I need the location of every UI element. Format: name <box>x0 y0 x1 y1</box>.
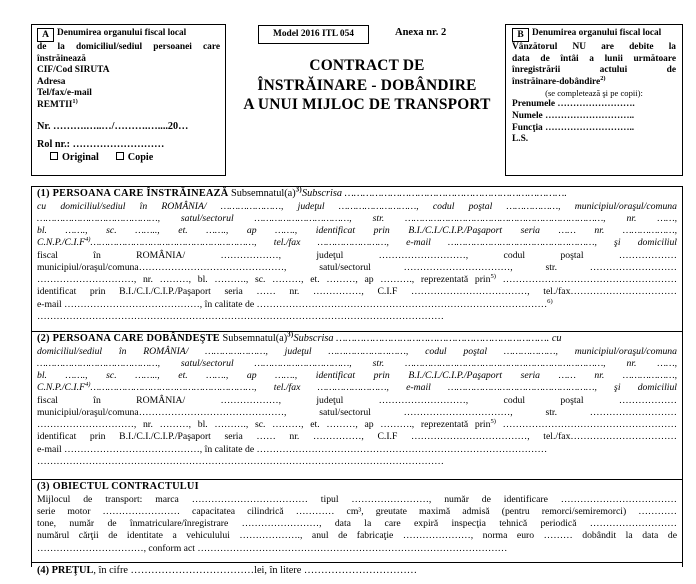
section-1-subsemnatul: Subsemnatul(a) <box>228 188 296 199</box>
section-2-line-5[interactable]: fiscal în ROMÂNIA/ ………………, judeţul ………………………, codul poştal ……………… <box>37 394 677 406</box>
section-2-subsemnatul: Subsemnatul(a) <box>219 333 288 344</box>
box-b-title-row <box>512 28 676 42</box>
box-b-note: (se completează şi pe copii): <box>545 88 643 99</box>
section-1-subscrisa-field[interactable]: Subscrisa ………………………………………………………………. <box>301 188 567 199</box>
section-3-line-4[interactable]: numărul cărţii de identitate a vehiculului ………………., anul de fabricaţie …………………, norma euro ……… dobândit la data de <box>37 530 677 542</box>
section-2-line-7-a: …………………………, nr. ………, bl. ………., sc. ………, et. ………, ap ………., reprezentată prin <box>37 419 491 431</box>
box-b-line4: înregistrării actului de <box>512 65 676 76</box>
section-1-line-9-a: e-mail ……………………………………, în calitate de ……………………………………………………………………………… <box>37 298 548 310</box>
section-1-cnp-label: C.N.P./C.I.F <box>37 237 85 249</box>
section-2-line-4[interactable] <box>37 382 677 394</box>
title-line-3: A UNUI MIJLOC DE TRANSPORT <box>243 96 491 113</box>
box-b-prenumele-field[interactable]: Prenumele ……………………. <box>512 99 635 110</box>
checkbox-original-label: Original <box>62 151 99 163</box>
section-2-cnp-label: C.N.P./C.I.F <box>37 382 85 394</box>
box-a-line5: Adresa <box>37 76 66 87</box>
section-3-line-2[interactable]: serie motor …………………… capacitatea cilindrică ………… cm³, greutate maximă admisă (pentru remorci/semiremorci) ………… <box>37 505 677 517</box>
section-4-litere-field: lei, în litere …………………………… <box>254 565 418 576</box>
box-b-stamp-label: L.S. <box>512 134 529 145</box>
fiscal-authority-box-b <box>505 24 683 176</box>
section-1-line-9[interactable] <box>37 299 677 311</box>
section-2-line-8[interactable]: identificat prin B.I./C.I./C.I.P./Paşaport seria …… nr. ……………, C.I.F ………………………………, tel./fax…………………………… <box>37 431 677 443</box>
section-2-footnote: 3) <box>287 330 294 339</box>
box-a-line2: de la domiciliul/sediul persoanei care <box>37 42 220 52</box>
section-price <box>32 563 682 584</box>
section-3-title: (3) OBIECTUL CONTRACTULUI <box>37 481 199 492</box>
checkbox-original[interactable] <box>50 152 58 160</box>
section-buyer <box>32 332 682 480</box>
checkbox-copie-label: Copie <box>127 151 154 163</box>
document-header <box>0 0 696 182</box>
section-2-line-10[interactable]: ……………………………………………………………………………………………………………… <box>37 455 444 467</box>
box-b-numele-field[interactable]: Numele ……………………….. <box>512 110 635 121</box>
box-b-title: Denumirea organului fiscal local <box>532 28 662 38</box>
section-3-line-5[interactable]: ……………………………, conform act …………………………………………………………………………………… <box>37 542 508 554</box>
section-1-repr-footnote: 5) <box>490 272 496 280</box>
section-2-line-7-b: ……………………………………………… <box>495 419 678 431</box>
box-a-title: Denumirea organului fiscal local <box>57 28 187 38</box>
box-a-line6: Tel/fax/e-mail <box>37 88 92 99</box>
fiscal-authority-box-a <box>31 24 226 176</box>
annex-number: Anexa nr. 2 <box>395 27 447 38</box>
box-a-remtii-footnote: 1) <box>72 97 78 105</box>
title-line-1: CONTRACT DE <box>309 57 425 74</box>
section-2-line-1[interactable]: domiciliul/sediul în ROMÂNIA/ …………………, judeţul ………………………, codul poştal ………………, municipiul/oraşul/comuna <box>37 345 677 357</box>
section-1-line-1[interactable]: cu domiciliul/sediul în ROMÂNIA/ …………………, judeţul ………………………, codul poştal ………………, municipiul/oraşul/comuna <box>37 200 677 212</box>
section-1-calitate-footnote: 6) <box>547 297 553 305</box>
section-2-repr-footnote: 5) <box>490 417 496 425</box>
section-2-subscrisa-field[interactable]: Subscrisa ……………………………………………………………. cu <box>293 333 562 344</box>
section-1-line-7-a: …………………………, nr. ………, bl. ………., sc. ………, et. ………, ap ………., reprezentată prin <box>37 274 491 286</box>
section-2-line-3[interactable]: bl. ……., sc. …….., et. ……., ap ……., identificat prin B.I./C.I./C.I.P./Paşaport seria …… nr. ………………, <box>37 370 677 382</box>
box-b-functia-field[interactable]: Funcţia ……………………….. <box>512 122 635 133</box>
section-1-cnp-footnote: 4) <box>85 236 91 244</box>
section-2-line-4-rest: …………………………………………………, tel./fax ……………………, e-mail ……………………………………………, şi domiciliul <box>90 382 677 394</box>
box-b-line3: data de întâi a lunii următoare <box>512 53 676 64</box>
box-a-remtii-label: REMTII <box>37 99 73 110</box>
section-contract-object <box>32 480 682 563</box>
section-2-title <box>37 330 677 346</box>
section-1-line-7[interactable] <box>37 274 677 286</box>
box-a-line7 <box>37 97 220 112</box>
section-1-line-5[interactable]: fiscal în ROMÂNIA/ ………………, judeţul ………………………, codul poştal ……………… <box>37 249 677 261</box>
contract-body-frame <box>31 185 683 576</box>
section-1-line-4-rest: …………………………………………………, tel./fax ……………………, e-mail ……………………………………………, şi domiciliul <box>90 237 677 249</box>
model-number-box: Model 2016 ITL 054 <box>258 25 369 44</box>
section-2-line-2[interactable]: ……………………………………, satul/sectorul ……………………………, str. ……………………………………………………………, nr. ……, <box>37 357 677 369</box>
box-a-letter: A <box>37 28 54 42</box>
section-2-heading: (2) PERSOANA CARE DOBÂNDEŞTE <box>37 333 220 344</box>
box-a-rol-field[interactable]: Rol nr.: ……………………… <box>37 138 165 150</box>
box-b-line5-label: înstrăinare-dobândire <box>512 76 601 87</box>
box-b-line5 <box>512 74 676 89</box>
section-3-line-3[interactable]: tone, număr de înmatriculare/înregistrare ……………………, data la care expiră inspecţia tehnică periodică ……………………… <box>37 518 677 530</box>
section-1-footnote: 3) <box>295 185 302 194</box>
section-3-line-1[interactable]: Mijlocul de transport: marca ……………………………… tipul ……………………, număr de identificare ……………………………… <box>37 493 677 505</box>
section-1-line-6[interactable]: municipiul/oraşul/comuna………………………………………, satul/sectorul ……………………………, str. ……………………… <box>37 261 677 273</box>
section-2-line-7[interactable] <box>37 419 677 431</box>
section-4-cifre-field: , în cifre ……………………………… <box>93 565 255 576</box>
section-1-line-8[interactable]: identificat prin B.I./C.I./C.I.P./Paşaport seria …… nr. ……………, C.I.F ………………………………, tel./fax…………………………… <box>37 286 677 298</box>
section-1-line-2[interactable]: ……………………………………, satul/sectorul ……………………………, str. ……………………………………………………………, nr. ……, <box>37 212 677 224</box>
box-b-footnote: 2) <box>600 74 606 82</box>
section-2-cnp-footnote: 4) <box>85 381 91 389</box>
section-1-line-4[interactable] <box>37 237 677 249</box>
checkbox-copie[interactable] <box>116 152 124 160</box>
box-a-nr-field[interactable]: Nr. ……….…..…/……….…....20… <box>37 120 189 132</box>
section-1-line-3[interactable]: bl. ……., sc. …….., et. ……., ap ……., identificat prin B.I./C.I./C.I.P./Paşaport seria …… nr. ………………, <box>37 225 677 237</box>
box-a-line3: înstrăinează <box>37 53 86 64</box>
page-title <box>232 56 502 115</box>
section-1-title <box>37 185 677 201</box>
section-2-line-9[interactable]: e-mail ……………………………………, în calitate de ……………………………………………………………………………… <box>37 443 548 455</box>
section-1-line-10[interactable]: ……………………………………………………………………………………………………………… <box>37 310 444 322</box>
section-4-heading: (4) PREŢUL <box>37 565 94 576</box>
box-a-line4: CIF/Cod SIRUTA <box>37 65 110 76</box>
section-2-line-6[interactable]: municipiul/oraşul/comuna………………………………………, satul/sectorul ……………………………, str. ……………………… <box>37 406 677 418</box>
box-a-copy-type-row <box>37 152 220 163</box>
section-seller <box>32 187 682 332</box>
box-a-title-row <box>37 28 220 42</box>
title-line-2: ÎNSTRĂINARE - DOBÂNDIRE <box>257 76 477 94</box>
box-b-line2: Vânzătorul NU are debite la <box>512 42 676 52</box>
section-1-heading: (1) PERSOANA CARE ÎNSTRĂINEAZĂ <box>37 188 229 199</box>
box-b-letter: B <box>512 28 529 42</box>
section-1-line-7-b: ……………………………………………… <box>495 274 678 286</box>
